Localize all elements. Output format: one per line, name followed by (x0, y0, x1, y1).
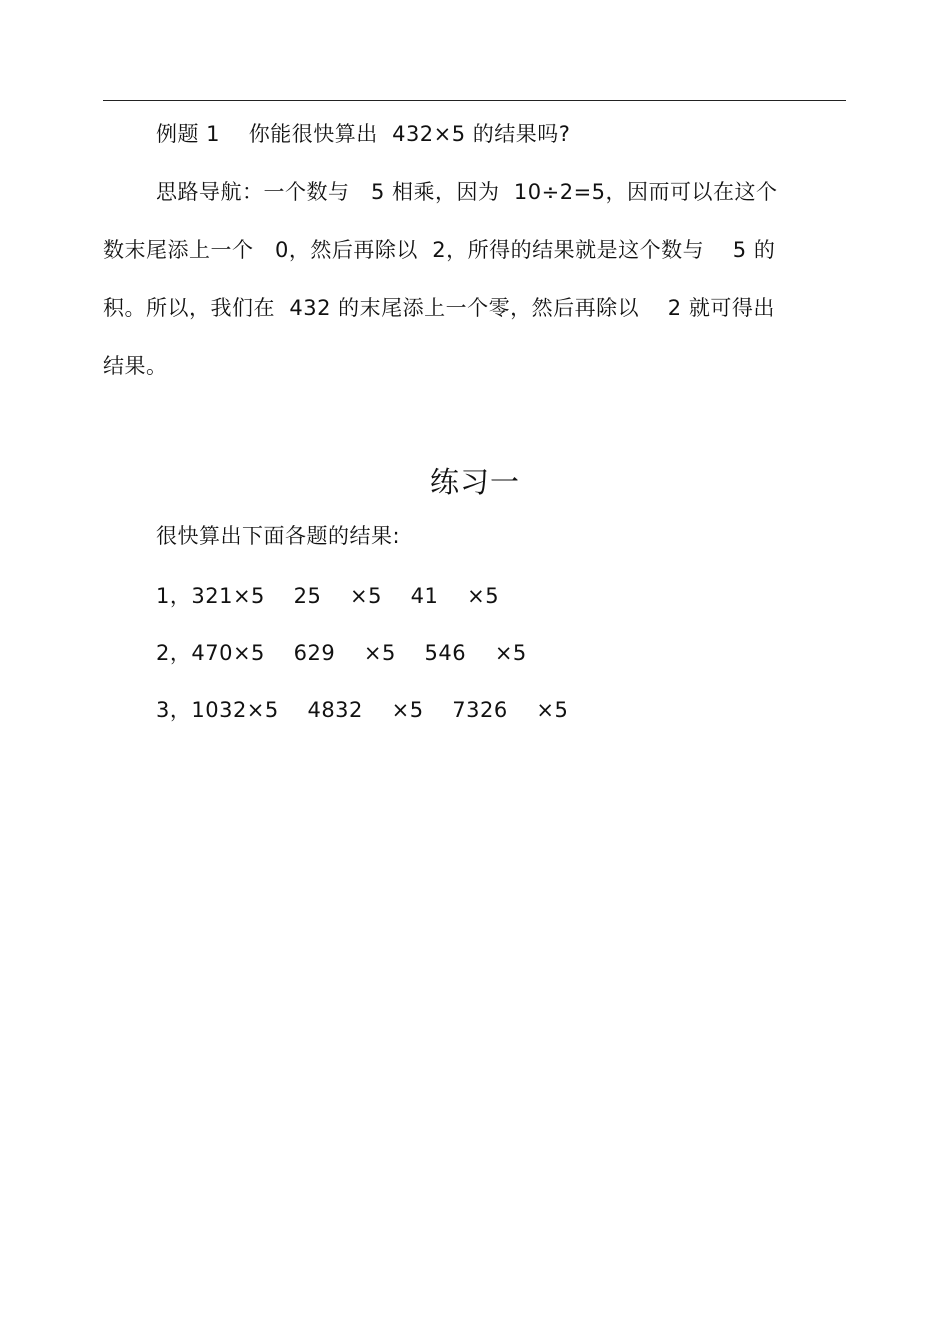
example-line: 例题 1 你能很快算出 432×5 的结果吗? (156, 122, 571, 146)
exercise-item-1: 1，321×5 25 ×5 41 ×5 (156, 584, 500, 608)
hint-line-4: 结果。 (103, 354, 168, 378)
exercise-title: 练习一 (429, 465, 520, 499)
exercise-item-3: 3，1032×5 4832 ×5 7326 ×5 (156, 698, 569, 722)
exercise-instruction: 很快算出下面各题的结果: (156, 524, 401, 548)
hint-line-2: 数末尾添上一个 0，然后再除以 2，所得的结果就是这个数与 5 的 (103, 238, 776, 262)
hint-line-3: 积。所以，我们在 432 的末尾添上一个零，然后再除以 2 就可得出 (103, 296, 775, 320)
exercise-item-2: 2，470×5 629 ×5 546 ×5 (156, 641, 527, 665)
hint-line-1: 思路导航：一个数与 5 相乘，因为 10÷2=5，因而可以在这个 (156, 180, 778, 204)
top-rule (103, 100, 846, 101)
